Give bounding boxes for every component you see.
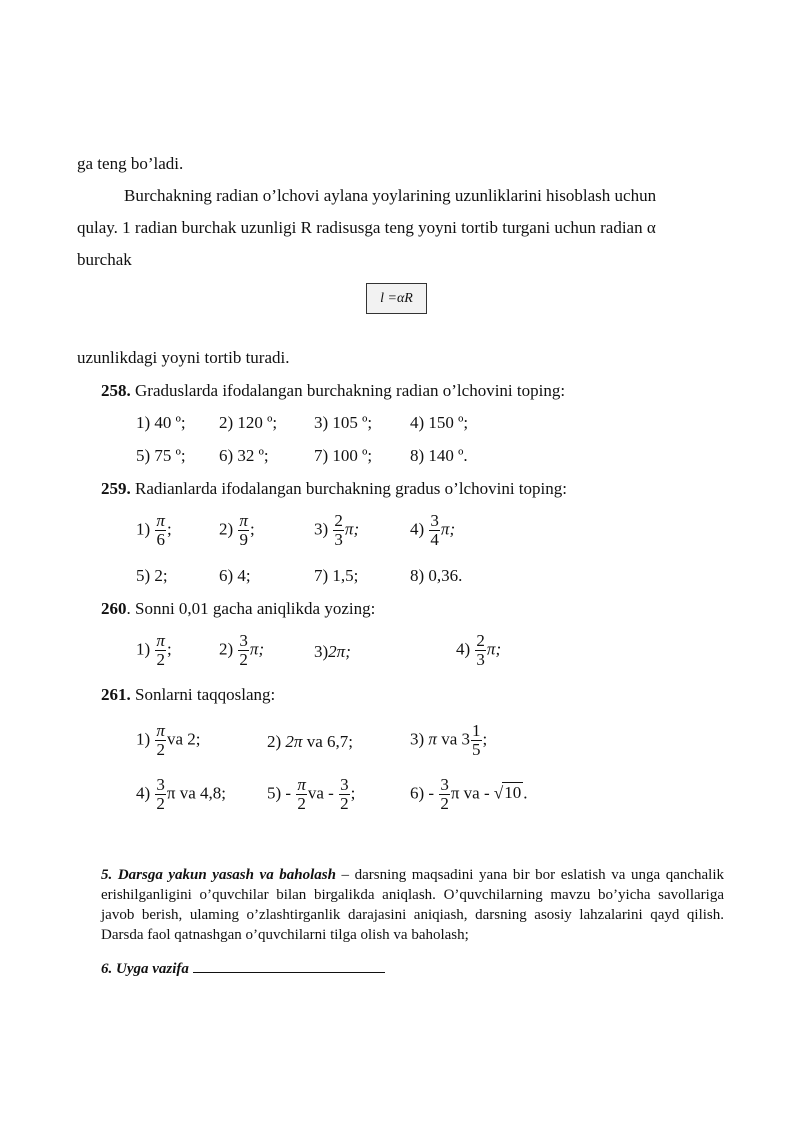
problem-text: Graduslarda ifodalangan burchakning radian o’lchovini toping: bbox=[130, 381, 566, 400]
problem-number: 259. bbox=[101, 479, 131, 498]
problem-261-title bbox=[101, 685, 275, 705]
item-260-2: 2) $\frac{3}{2}$ π; bbox=[219, 631, 265, 669]
arc-length-formula: l =αR bbox=[366, 283, 427, 314]
fraction: $\frac{3}{2}$ bbox=[239, 631, 248, 669]
item-258-3: 3) 105 º; bbox=[314, 413, 373, 432]
item-259-2: 2) $\frac{\pi}{9}$ ; bbox=[219, 511, 255, 549]
intro-line-2: Burchakning radian o’lchovi aylana yoylarining uzunliklarini hisoblash uchun bbox=[124, 186, 657, 205]
sqrt-symbol: √ bbox=[493, 783, 504, 803]
item-261-6: 6) - $\frac{3}{2}$ π va - √10 . bbox=[410, 775, 528, 813]
fraction: $\frac{\pi}{2}$ bbox=[297, 775, 306, 813]
item-258-7: 7) 100 º; bbox=[314, 446, 373, 465]
intro-line-5: uzunlikdagi yoyni tortib turadi. bbox=[77, 348, 290, 367]
item-258-6: 6) 32 º; bbox=[219, 446, 269, 465]
fraction: $\frac{\pi}{9}$ bbox=[239, 511, 248, 549]
item-258-2: 2) 120 º; bbox=[219, 413, 278, 432]
problem-text: Radianlarda ifodalangan burchakning gradus o’lchovini toping: bbox=[130, 479, 567, 498]
problem-number: 260 bbox=[101, 599, 127, 618]
fraction: $\frac{2}{3}$ bbox=[476, 631, 485, 669]
section-6-line bbox=[101, 958, 385, 979]
fraction: $\frac{3}{2}$ bbox=[440, 775, 449, 813]
item-259-1: 1) $\frac{\pi}{6}$ ; bbox=[136, 511, 172, 549]
section-5-text: – darsning maqsadini yana bir bor eslatish va unga qanchalik erishilganligini o’quvchilar bilan birgalikda aniqlash. O’quvchilarning mavzu bo’yicha savollariga javob berish, ulaming o’zlashtirganlik darajasini aniqiash, darsning asosiy lahzalarini qayd qilish. Darsda faol qatnashgan o’quvchilarni tilga olish va baholash; bbox=[101, 867, 725, 943]
item-258-4: 4) 150 º; bbox=[410, 413, 469, 432]
item-261-1: 1) $\frac{\pi}{2}$ va 2; bbox=[136, 721, 201, 759]
fraction: $\frac{\pi}{2}$ bbox=[156, 631, 165, 669]
intro-line-3: qulay. 1 radian burchak uzunligi R radisusga teng yoyni tortib turgani uchun radian α bbox=[77, 218, 656, 237]
fraction: $\frac{\pi}{6}$ bbox=[156, 511, 165, 549]
section-5-paragraph bbox=[101, 865, 724, 945]
item-258-8: 8) 140 º. bbox=[410, 446, 468, 465]
item-259-3: 3) $\frac{2}{3}$ π; bbox=[314, 511, 360, 549]
problem-number: 258. bbox=[101, 381, 131, 400]
fraction: $\frac{\pi}{2}$ bbox=[156, 721, 165, 759]
item-259-7: 7) 1,5; bbox=[314, 566, 359, 585]
fraction: $\frac{2}{3}$ bbox=[334, 511, 343, 549]
item-260-3: 3)2π; bbox=[314, 642, 351, 661]
fraction: $\frac{3}{2}$ bbox=[340, 775, 349, 813]
item-261-5: 5) - $\frac{\pi}{2}$ va - $\frac{3}{2}$ ; bbox=[267, 775, 356, 813]
intro-line-1: ga teng bo’ladi. bbox=[77, 154, 184, 173]
intro-line-4: burchak bbox=[77, 250, 132, 269]
item-261-2: 2) 2π va 6,7; bbox=[267, 732, 353, 751]
item-259-5: 5) 2; bbox=[136, 566, 168, 585]
item-261-4: 4) $\frac{3}{2}$ π va 4,8; bbox=[136, 775, 227, 813]
problem-text: Sonlarni taqqoslang: bbox=[130, 685, 276, 704]
item-259-6: 6) 4; bbox=[219, 566, 251, 585]
homework-blank-line bbox=[193, 958, 385, 973]
problem-text: . Sonni 0,01 gacha aniqlikda yozing: bbox=[126, 599, 376, 618]
section-6-heading: 6. Uyga vazifa bbox=[101, 961, 189, 977]
item-259-4: 4) $\frac{3}{4}$ π; bbox=[410, 511, 456, 549]
fraction: $\frac{3}{2}$ bbox=[156, 775, 165, 813]
problem-number: 261. bbox=[101, 685, 131, 704]
item-258-5: 5) 75 º; bbox=[136, 446, 186, 465]
section-5-heading: 5. Darsga yakun yasash va baholash bbox=[101, 867, 336, 883]
problem-258-title bbox=[101, 381, 565, 401]
item-258-1: 1) 40 º; bbox=[136, 413, 186, 432]
item-260-1: 1) $\frac{\pi}{2}$ ; bbox=[136, 631, 172, 669]
fraction: $\frac{1}{5}$ bbox=[472, 721, 481, 759]
problem-260-title bbox=[101, 599, 375, 619]
fraction: $\frac{3}{4}$ bbox=[430, 511, 439, 549]
problem-259-title bbox=[101, 479, 567, 499]
item-261-3: 3) π va 3 $\frac{1}{5}$ ; bbox=[410, 721, 488, 759]
item-260-4: 4) $\frac{2}{3}$ π; bbox=[456, 631, 502, 669]
item-259-8: 8) 0,36. bbox=[410, 566, 463, 585]
